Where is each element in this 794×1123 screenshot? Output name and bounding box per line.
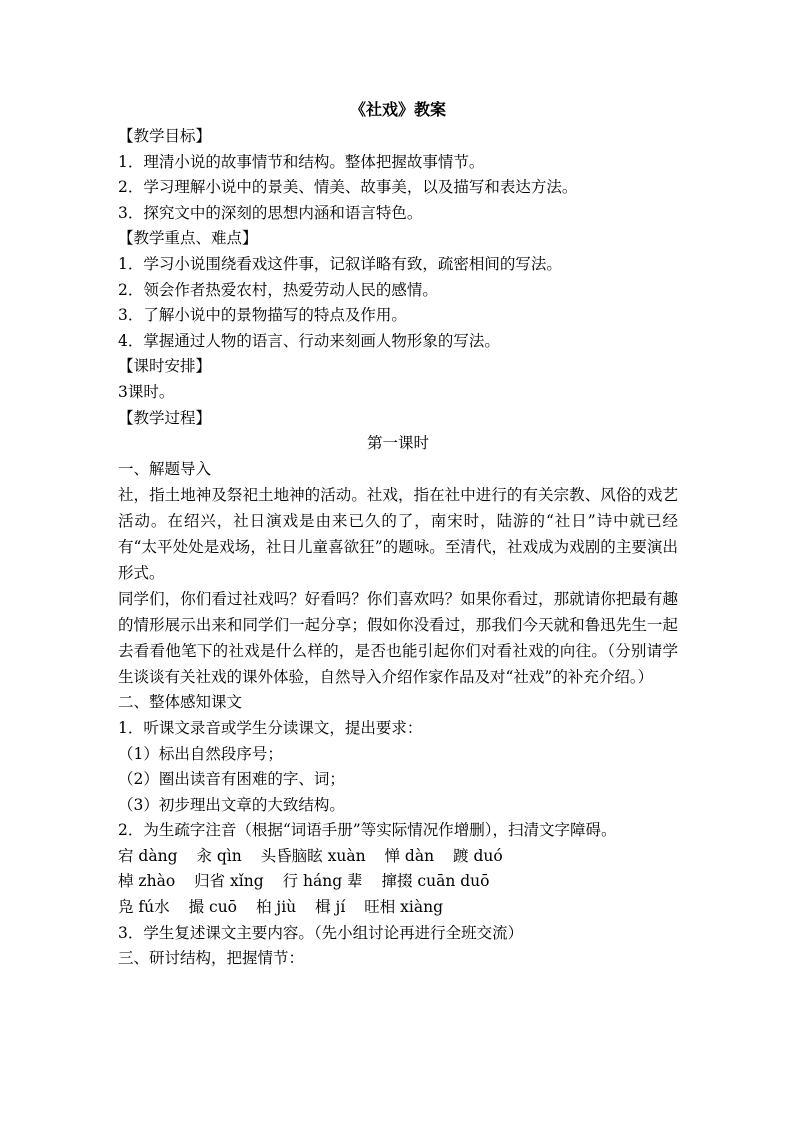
pinyin-row [118, 844, 678, 870]
goal-item: 3．探究文中的深刻的思想内涵和语言特色。 [118, 203, 423, 222]
pinyin-entry: 撮 cuō [188, 898, 238, 917]
part2-item: （3）初步理出文章的大致结构。 [118, 795, 345, 814]
part2-item: （2）圈出读音有困难的字、词； [118, 770, 345, 789]
pinyin-row [118, 895, 678, 921]
pinyin-entry: 撺掇 cuān duō [381, 872, 490, 891]
pinyin-entry: 归省 xǐng [194, 872, 264, 891]
pinyin-entry: 凫 fú水 [118, 898, 170, 917]
schedule-text: 3课时。 [118, 382, 175, 401]
part1-heading: 一、解题导入 [118, 459, 212, 478]
pinyin-entry: 宕 dàng [118, 846, 178, 865]
pinyin-row [118, 869, 678, 895]
document-page [118, 96, 678, 972]
pinyin-entry: 汆 qìn [196, 846, 242, 865]
key-point-item: 4．掌握通过人物的语言、行动来刻画人物形象的写法。 [118, 331, 500, 350]
section-heading-key-points: 【教学重点、难点】 [118, 229, 258, 248]
part1-paragraph-2: 同学们，你们看过社戏吗？好看吗？你们喜欢吗？如果你看过，那就请你把最有趣的情形展示出来和同学们一起分享；假如你没看过，那我们今天就和鲁迅先生一起去看看他笔下的社戏是什么样的，是否也能引起你们对看社戏的向往。（分别请学生谈谈有关社戏的课外体验，自然导入介绍作家作品及对“社戏”的补充介绍。） [118, 590, 678, 687]
pinyin-entry: 旺相 xiàng [364, 898, 444, 917]
lesson-title: 第一课时 [366, 434, 429, 453]
part2-item: （1）标出自然段序号； [118, 744, 283, 763]
pinyin-entry: 桕 jiù [255, 898, 297, 917]
pinyin-entry: 行 háng 辈 [282, 872, 363, 891]
key-point-item: 2．领会作者热爱农村，热爱劳动人民的感情。 [118, 280, 438, 299]
part2-item: 3．学生复述课文主要内容。（先小组讨论再进行全班交流） [118, 923, 524, 942]
part1-paragraph-1: 社，指土地神及祭祀土地神的活动。社戏，指在社中进行的有关宗教、风俗的戏艺活动。在绍兴，社日演戏是由来已久的了，南宋时，陆游的“社日”诗中就已经有“太平处处是戏场，社日儿童喜欲狂”的题咏。至清代，社戏成为戏剧的主要演出形式。 [118, 486, 678, 583]
pinyin-entry: 惮 dàn [384, 846, 435, 865]
key-point-item: 1．学习小说围绕看戏这件事，记叙详略有致，疏密相间的写法。 [118, 254, 562, 273]
pinyin-entry: 头昏脑眩 xuàn [260, 846, 366, 865]
part3-heading: 三、研讨结构，把握情节： [118, 949, 305, 968]
pinyin-entry: 踱 duó [453, 846, 503, 865]
part2-item: 2．为生疏字注音（根据“词语手册”等实际情况作增删），扫清文字障碍。 [118, 821, 617, 840]
goal-item: 1．理清小说的故事情节和结构。整体把握故事情节。 [118, 152, 485, 171]
pinyin-entry: 楫 jí [315, 898, 346, 917]
pinyin-entry: 棹 zhào [118, 872, 176, 891]
part2-heading: 二、整体感知课文 [118, 693, 243, 712]
goal-item: 2．学习理解小说中的景美、情美、故事美，以及描写和表达方法。 [118, 178, 578, 197]
section-heading-process: 【教学过程】 [118, 408, 212, 427]
part2-item: 1．听课文录音或学生分读课文，提出要求： [118, 718, 423, 737]
section-heading-schedule: 【课时安排】 [118, 357, 212, 376]
document-title: 《社戏》教案 [349, 100, 446, 119]
section-heading-goals: 【教学目标】 [118, 127, 212, 145]
key-point-item: 3．了解小说中的景物描写的特点及作用。 [118, 306, 407, 325]
